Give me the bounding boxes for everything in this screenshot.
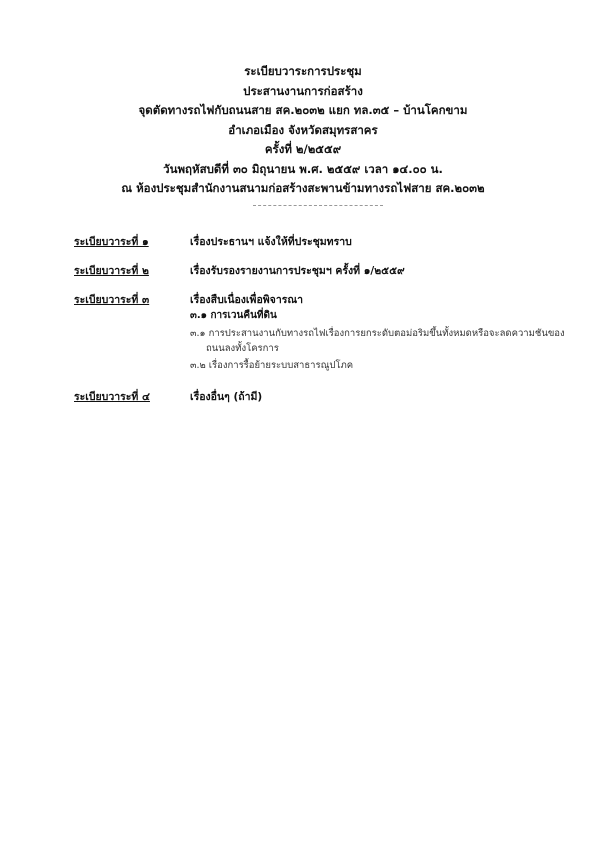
header-separator [253,205,383,206]
header-datetime: วันพฤหัสบดีที่ ๓๐ มิถุนายน พ.ศ. ๒๕๕๙ เวลา ๑๔.๐๐ น. [163,161,443,176]
agenda-3-sub-item-2: ๓.๒ เรื่องการรื้อย้ายระบบสาธารณูปโภค [190,360,354,371]
agenda-3-sub-item-1: ๓.๑ การประสานงานกับทางรถไฟเรื่องการยกระดับตอม่อริมขึ้นทั้งหมดหรือจะลดความชันของ [190,328,565,339]
header-session: ครั้งที่ ๒/๒๕๕๙ [264,142,342,156]
header-title: ระเบียบวาระการประชุม [244,64,362,78]
agenda-topic-1: เรื่องประธานฯ แจ้งให้ที่ประชุมทราบ [190,236,352,248]
agenda-label-4: ระเบียบวาระที่ ๔ [74,391,150,403]
agenda-topic-3: เรื่องสืบเนื่องเพื่อพิจารณา [190,294,303,306]
meeting-header [0,62,606,199]
agenda-3-sub-item-1-cont: ถนนลงทั้งโครการ [206,343,279,354]
agenda-label-3: ระเบียบวาระที่ ๓ [74,294,150,306]
agenda-label-2: ระเบียบวาระที่ ๒ [74,265,149,277]
header-project: จุดตัดทางรถไฟกับถนนสาย สค.๒๐๓๒ แยก ทล.๓๕ – บ้านโคกขาม [138,103,468,117]
header-location: อำเภอเมือง จังหวัดสมุทรสาคร [228,122,378,137]
header-subject: ประสานงานการก่อสร้าง [243,83,363,98]
agenda-label-1: ระเบียบวาระที่ ๑ [74,236,149,248]
agenda-3-sub-heading: ๓.๑ การเวนคืนที่ดิน [190,310,277,321]
agenda-topic-2: เรื่องรับรองรายงานการประชุมฯ ครั้งที่ ๑/๒๕๕๙ [190,265,405,277]
header-venue: ณ ห้องประชุมสำนักงานสนามก่อสร้างสะพานข้ามทางรถไฟสาย สค.๒๐๓๒ [121,181,485,195]
agenda-topic-4: เรื่องอื่นๆ (ถ้ามี) [190,391,263,403]
